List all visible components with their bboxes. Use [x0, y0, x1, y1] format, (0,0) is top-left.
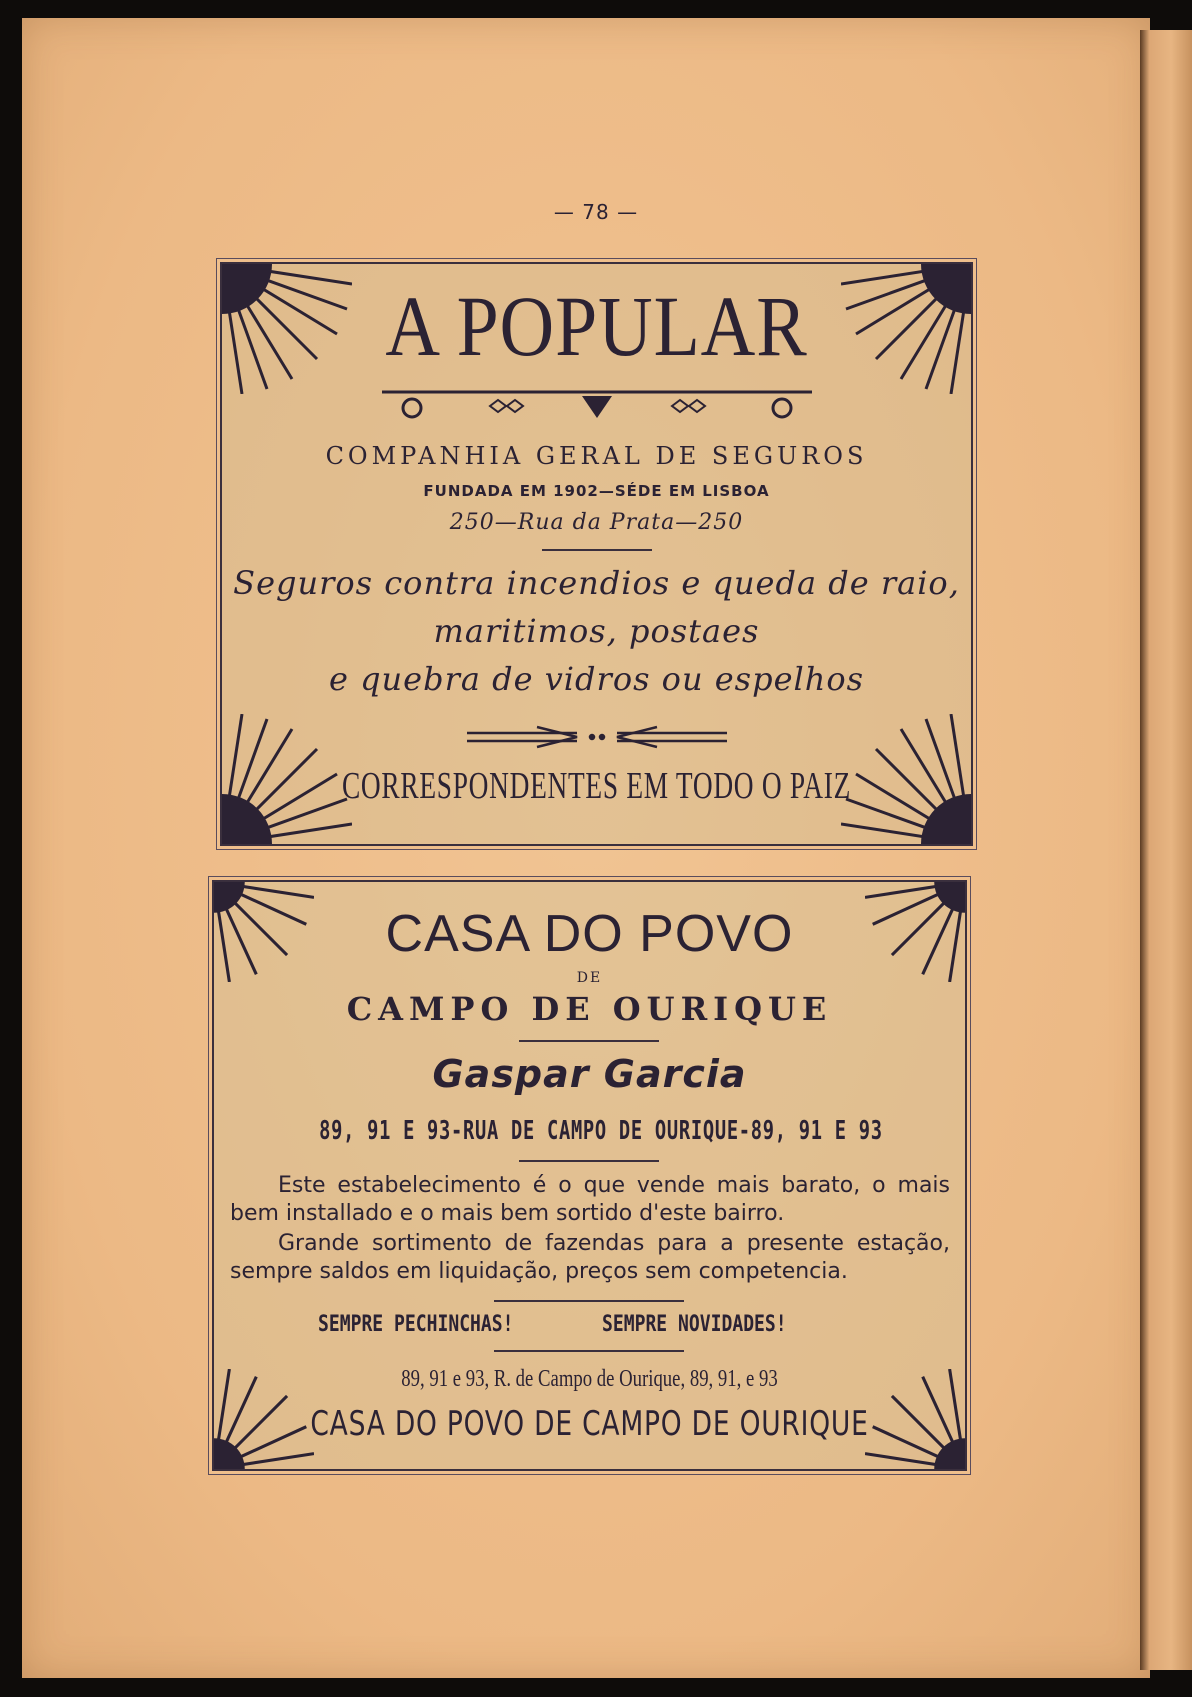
ad-casa-do-povo — [212, 880, 967, 1471]
footer-address: 89, 91 e 93, R. de Campo de Ourique, 89, 91, e 93 — [401, 1366, 778, 1392]
slogan-pechinchas: SEMPRE PECHINCHAS! — [318, 1312, 514, 1337]
divider — [519, 1040, 659, 1042]
description-paragraph-1: Este estabelecimento é o que vende mais barato, o mais bem installado e o mais bem sortido d'este bairro. — [230, 1173, 950, 1226]
owner-name: Gaspar Garcia — [432, 1052, 747, 1096]
ad-title: CASA DO POVO — [385, 905, 794, 963]
services-line-2: maritimos, postaes — [433, 612, 760, 650]
ad-subtitle-de: DE — [576, 970, 603, 986]
divider — [519, 1160, 659, 1162]
divider — [494, 1350, 684, 1352]
page-edge — [1140, 30, 1192, 1670]
page-number: — 78 — — [553, 200, 639, 224]
ad-a-popular — [220, 262, 973, 846]
arrow-flourish-icon — [467, 719, 727, 755]
shop-address: 89, 91 E 93-RUA DE CAMPO DE OURIQUE-89, 91 E 93 — [319, 1116, 883, 1146]
divider — [542, 549, 652, 551]
divider — [494, 1300, 684, 1302]
services-line-3: e quebra de vidros ou espelhos — [328, 660, 865, 698]
founded-line: FUNDADA EM 1902—SÉDE EM LISBOA — [423, 482, 770, 500]
company-name: COMPANHIA GERAL DE SEGUROS — [325, 442, 868, 470]
description-paragraph-2: Grande sortimento de fazendas para a presente estação, sempre saldos em liquidação, preços sem competencia. — [230, 1231, 950, 1284]
ad-title: A POPULAR — [385, 278, 808, 374]
footer-shop-name: CASA DO POVO DE CAMPO DE OURIQUE — [310, 1404, 869, 1444]
correspondents-line: CORRESPONDENTES EM TODO O PAIZ — [341, 765, 852, 807]
services-line-1: Seguros contra incendios e queda de raio, — [233, 564, 960, 602]
company-address: 250—Rua da Prata—250 — [449, 510, 744, 535]
ad-location: CAMPO DE OURIQUE — [346, 990, 833, 1028]
slogan-novidades: SEMPRE NOVIDADES! — [602, 1312, 787, 1337]
scroll-ornament-icon — [372, 384, 822, 428]
